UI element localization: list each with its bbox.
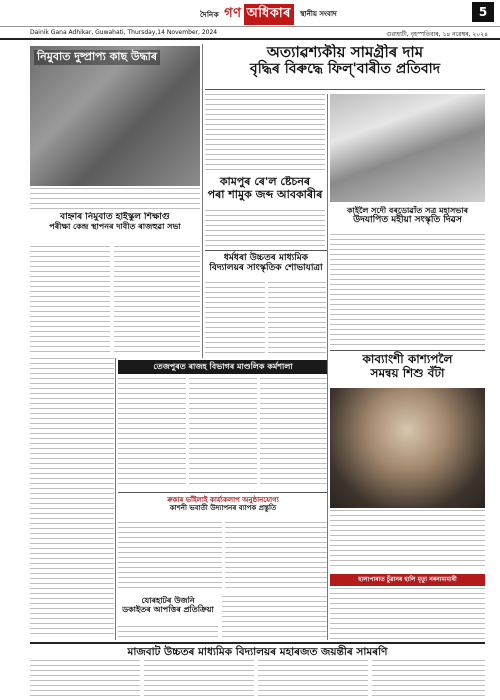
article7-headline-1: কাব্যাংশী কাশ্যপলৈ [362, 352, 453, 366]
article6-body-col2 [268, 282, 326, 354]
article12-body-col4 [372, 660, 485, 698]
photo-caption [30, 188, 200, 210]
article9-body-cont [222, 596, 328, 640]
article3-header [205, 176, 325, 206]
section-title: স্থানীয় সংবাদ [300, 10, 337, 18]
article6-headline-2: বিদ্যালয়ৰ সাংস্কৃতিক শোভাযাত্ৰা [209, 263, 323, 274]
article5-headline-1: বাহ্নাৰ নিমুবাত হাইস্কুল শিক্ষাগু [60, 212, 170, 222]
edition-line: Dainik Gana Adhikar, Guwahati, Thursday,14 November, 2024 [30, 29, 218, 36]
article12-body-col2 [144, 660, 254, 698]
article10-header [118, 596, 218, 624]
article4-body [330, 234, 485, 346]
article7-body [330, 510, 485, 570]
protest-photo [330, 94, 485, 202]
article4-headline-2: উদযাপিত মহীয়া সংস্কৃতি দিৱস [353, 215, 462, 226]
article7-header [330, 350, 485, 384]
article4-headline-1: কাইলৈ সদৌ বৰডোৱাঁত সত্ৰ মহাসভাৰ [346, 206, 469, 215]
article4-header [330, 206, 485, 232]
article3-headline-2: পৰা শামুক জব্দ আবকাৰীৰ [207, 187, 323, 201]
article9-headline-2: কাশনী ভবাতী উদ্যাপনৰ ব্যাপক প্ৰস্তুতি [169, 504, 277, 513]
column-rule [202, 44, 203, 358]
article11-body [330, 588, 485, 640]
article5-continued [30, 358, 114, 638]
masthead [0, 0, 500, 40]
column-rule [327, 94, 328, 640]
article2-body [205, 94, 325, 172]
article9-headline-1: ৰুকাৰ ভাঁইলাই কাৰ্য্যকলাপ অনুষ্ঠানযোগ্য [167, 496, 279, 504]
article8-banner: তেজপুৰত ৰাজহ বিভাগৰ মাণ্ডলিক কৰ্মশালা [118, 360, 328, 374]
newspaper-logo: দৈনিক গণ অধিকাৰ [200, 4, 296, 25]
article12-body-col1 [30, 660, 140, 698]
girl-photo [330, 388, 485, 508]
article2-headline-1: অত্যাৱশ্যকীয় সামগ্ৰীৰ দাম [266, 44, 424, 61]
article8-body-col3 [260, 378, 328, 488]
article7-headline-2: সমন্বয় শিশু বঁটা [370, 365, 445, 380]
article10-headline-2: ডকাইতৰ আপত্তিৰ প্ৰতিক্ৰিয়া [122, 605, 214, 615]
date-bn: গুৱাহাটী, বৃহস্পতিবাৰ, ১৪ নৱেম্বৰ, ২০২৪ [386, 31, 488, 38]
article3-headline-1: কামপুৰ ৰে'ল ষ্টেচনৰ [219, 176, 311, 188]
page-number: 5 [472, 2, 494, 22]
turtle-photo [30, 46, 200, 186]
article12-body-col3 [258, 660, 368, 698]
article10-headline-1: যোৰহাটৰ উজনি [141, 596, 195, 605]
article10-body [118, 626, 218, 640]
article11-banner: হালাপাৰাত চুঁৱানৰ হালি মৃত্যু নৰনামামাৰী [330, 574, 485, 586]
article2-header [205, 44, 485, 90]
article6-headline-1: ধৰ্মধৰা উচ্চতৰ মাধ্যমিক [223, 253, 309, 263]
article6-header [205, 250, 327, 278]
article12-headline: মাজবাট উচ্চতৰ মাধ্যমিক বিদ্যালয়ৰ মহাৰজত জয়ন্তীৰ সামৰণি [127, 646, 388, 658]
article9-body-col2 [225, 522, 328, 592]
article1-headline: নিমুবাত দুষ্প্ৰাপ্য কাছ উদ্ধাৰ [34, 50, 160, 65]
article8-body-col2 [189, 378, 257, 488]
column-rule [115, 358, 116, 640]
article8-body-col1 [118, 378, 186, 488]
article2-headline-2: বৃদ্ধিৰ বিৰুদ্ধে ফিল্'বাৰীত প্ৰতিবাদ [249, 61, 441, 78]
article9-header [118, 492, 328, 518]
article6-body-col1 [205, 282, 265, 354]
article12-header [30, 642, 485, 658]
article3-body [205, 210, 325, 246]
article5-headline-2: পৰীক্ষা কেন্দ্ৰ স্থাপনৰ দাবীত ৰাজহুৱা সভা [49, 222, 181, 232]
article5-header [30, 212, 200, 242]
article9-body-col1 [118, 522, 222, 592]
article5-body-col2 [114, 246, 200, 354]
article5-body-col1 [30, 246, 110, 354]
